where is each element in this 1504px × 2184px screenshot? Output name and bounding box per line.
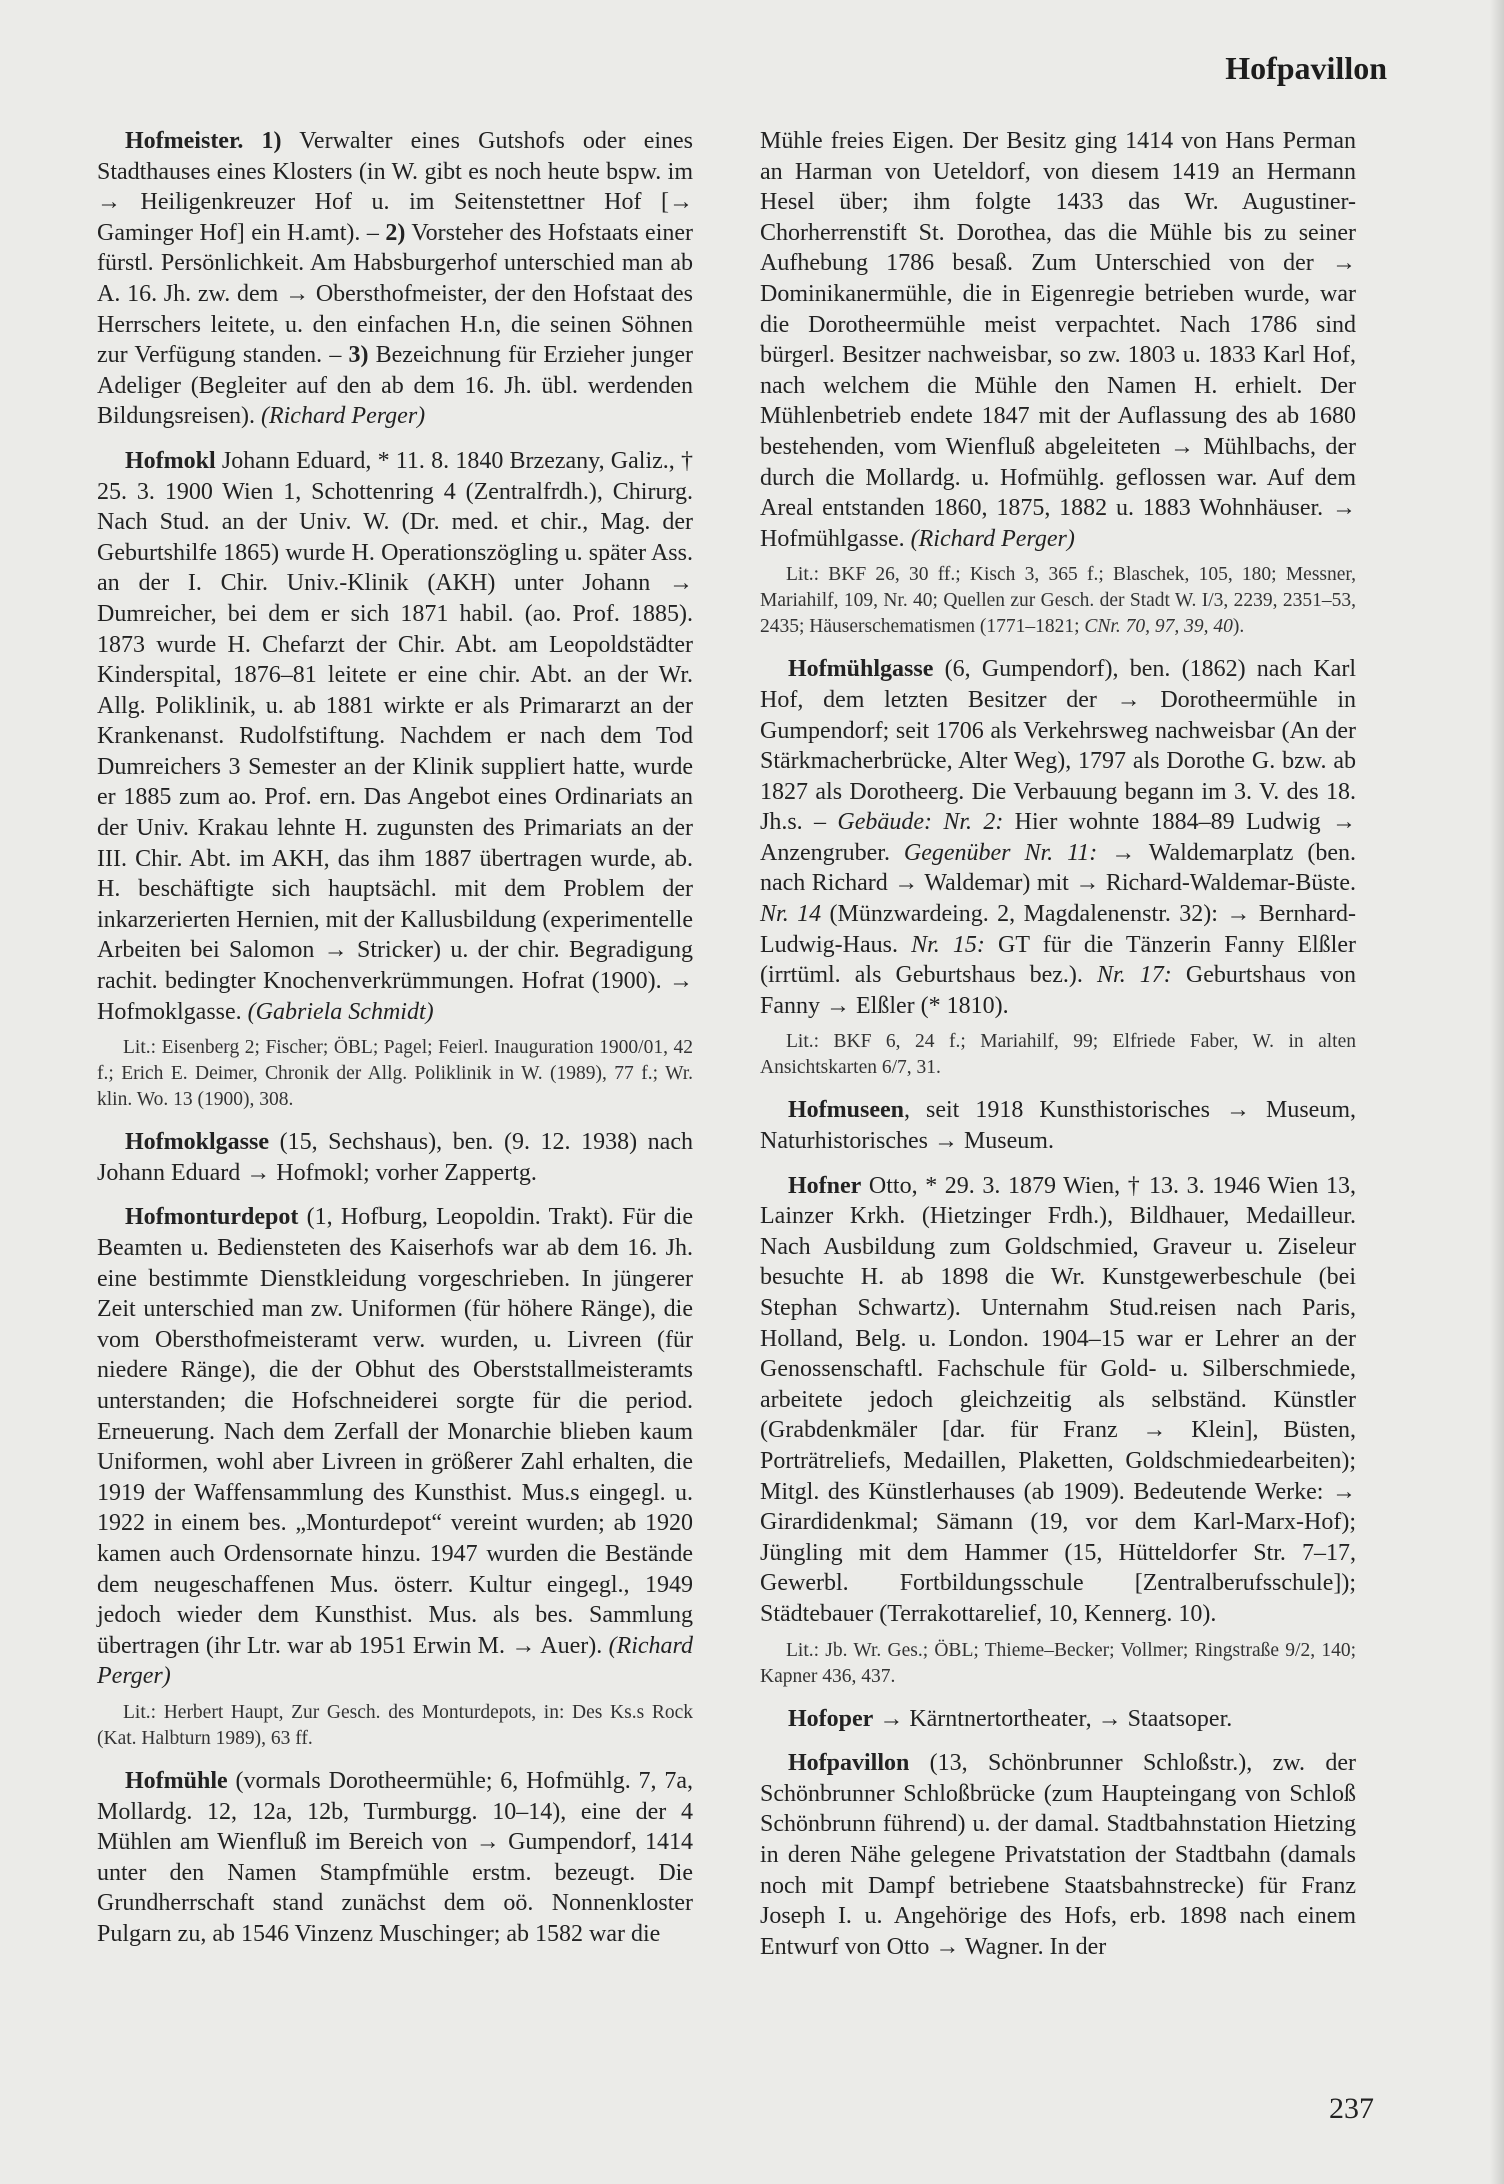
- headword: Hofmeister.: [125, 128, 244, 154]
- literature: Lit.: Herbert Haupt, Zur Gesch. des Monturdepots, in: Des Ks.s Rock (Kat. Halbturn 1989), 63 ff.: [97, 1701, 693, 1749]
- literature: Lit.: Jb. Wr. Ges.; ÖBL; Thieme–Becker; Vollmer; Ringstraße 9/2, 140; Kapner 436, 437.: [760, 1639, 1356, 1687]
- headword: Hofner: [788, 1172, 862, 1199]
- headword: Hofoper: [788, 1705, 874, 1732]
- literature: Lit.: Eisenberg 2; Fischer; ÖBL; Pagel; Feierl. Inauguration 1900/01, 42 f.; Erich E. Deimer, Chronik der Allg. Poliklinik in W. (1989), 77 f.; Wr. klin. Wo. 13 (1900), 308.: [97, 1037, 693, 1111]
- entry-text: → Kärntnertortheater, → Staatsoper.: [873, 1705, 1233, 1732]
- headword: Hofmühle: [125, 1767, 228, 1794]
- headword: Hofmuseen: [788, 1097, 904, 1124]
- headword: Hofpavillon: [788, 1750, 910, 1777]
- entry-hofmeister: [97, 126, 693, 432]
- literature: Lit.: BKF 6, 24 f.; Mariahilf, 99; Elfriede Faber, W. in alten Ansichtskarten 6/7, 31.: [760, 1031, 1356, 1079]
- page-edge-shadow: [1490, 0, 1504, 2184]
- entry-text: , seit 1918 Kunsthistorisches → Museum, Naturhistorisches → Museum.: [760, 1097, 1356, 1155]
- entry-text: Otto, * 29. 3. 1879 Wien, † 13. 3. 1946 Wien 13, Lainzer Krkh. (Hietzinger Frdh.), Bildhauer, Medailleur. Nach Ausbildung zum Goldschmied, Graveur u. Ziseleur besuchte H. ab 1898 die Wr. Kunstgewerbeschule (bei Stephan Schwartz). Unternahm Stud.reisen nach Paris, Holland, Belg. u. London. 1904–15 war er Lehrer an der Genossenschaftl. Fachschule für Gold- u. Silberschmiede, arbeitete jedoch gleichzeitig als selbständ. Künstler (Grabdenkmäler [dar. für Franz → Klein], Büsten, Porträtreliefs, Medaillen, Plaketten, Goldschmiedearbeiten); Mitgl. des Künstlerhauses (ab 1909). Bedeutende Werke: → Girardidenkmal; Sämann (19, vor dem Karl-Marx-Hof); Jüngling mit dem Hammer (15, Hütteldorfer Str. 7–17, Gewerbl. Fortbildungsschule [Zentralberufsschule]); Städtebauer (Terrakottarelief, 10, Kennerg. 10).: [760, 1172, 1356, 1627]
- entry-text: (13, Schönbrunner Schloßstr.), zw. der Schönbrunner Schloßbrücke (zum Haupteingang von Schloß Schönbrunn führend) u. der damal. Stadtbahnstation Hietzing in deren Nähe gelegene Privatstation der Stadtbahn (damals noch mit Dampf betriebene Staatsbahnstrecke) für Franz Joseph I. u. Angehörige des Hofs, erb. 1898 nach einem Entwurf von Otto → Wagner. In der: [760, 1750, 1356, 1960]
- entry-text: Verwalter eines Gutshofs oder eines Stadthauses eines Klosters (in W. gibt es noch heute bspw. im → Heiligenkreuzer Hof u. im Seitenstettner Hof [→ Gaminger Hof] ein H.amt). –: [97, 128, 693, 246]
- entry-text: Vorsteher des Hofstaats einer fürstl. Persönlichkeit. Am Habsburgerhof unterschied man ab A. 16. Jh. zw. dem → Obersthofmeister, der den Hofstaat des Herrschers leitete, u. den einfachen H.n, die seinen Söhnen zur Verfügung standen. –: [97, 219, 694, 369]
- entry-hofmonturdepot: [97, 1202, 693, 1692]
- sense-number: 1): [261, 128, 282, 154]
- literature: Lit.: BKF 26, 30 ff.; Kisch 3, 365 f.; Blaschek, 105, 180; Messner, Mariahilf, 109, Nr. 40; Quellen zur Gesch. der Stadt W. I/3, 2239, 2351–53, 2435; Häuserschematismen (1771–1821; CNr. 70, 97, 39, 40).: [760, 564, 1356, 638]
- entry-text: (vormals Dorotheermühle; 6, Hofmühlg. 7, 7a, Mollardg. 12, 12a, 12b, Turmburgg. 10–14), eine der 4 Mühlen am Wienfluß im Bereich von → Gumpendorf, 1414 unter den Namen Stampfmühle erstm. bezeugt. Die Grundherrschaft stand zunächst dem oö. Nonnenkloster Pulgarn zu, ab 1546 Vinzenz Muschinger; ab 1582 war die: [97, 1767, 693, 1947]
- entry-text: (1, Hofburg, Leopoldin. Trakt). Für die Beamten u. Bediensteten des Kaiserhofs war ab dem 16. Jh. eine bestimmte Dienstkleidung vorgeschrieben. In jüngerer Zeit unterschied man zw. Uniformen (für höhere Ränge), die vom Obersthofmeisteramt verw. wurden, u. Livreen (für niedere Ränge), die der Obhut des Oberststallmeisteramts unterstanden; die Hofschneiderei sorgte für die period. Erneuerung. Nach dem Zerfall der Monarchie blieben kaum Uniformen, wohl aber Livreen in größerer Zahl erhalten, die 1919 der Waffensammlung des Kunsthist. Mus.s eingegl. u. 1922 in einem bes. „Monturdepot“ vereint wurden; ab 1920 kamen auch Ordensornate hinzu. 1947 wurden die Bestände dem neugeschaffenen Mus. österr. Kultur eingegl., 1949 jedoch wieder dem Kunsthist. Mus. als bes. Sammlung übertragen (ihr Ltr. war ab 1951 Erwin M. → Auer).: [97, 1204, 693, 1659]
- left-column: [97, 126, 693, 1963]
- entry-hofmuehle: [97, 1766, 693, 1950]
- author: (Gabriela Schmidt): [247, 998, 434, 1025]
- entry-text: Mühle freies Eigen. Der Besitz ging 1414 von Hans Perman an Harman von Ueteldorf, von diesem 1419 an Hermann Hesel über; ihm folgte 1433 das Wr. Augustiner-Chorherrenstift St. Dorothea, das die Mühle bis zu seiner Aufhebung 1786 besaß. Zum Unterschied von der → Dominikanermühle, die in Eigenregie betrieben wurde, war die Dorotheermühle meist verpachtet. Nach 1786 sind bürgerl. Besitzer nachweisbar, so zw. 1803 u. 1833 Karl Hof, nach welchem die Mühle den Namen H. erhielt. Der Mühlenbetrieb endete 1847 mit der Auflassung des ab 1680 bestehenden, vom Wienfluß abgeleiteten → Mühlbachs, der durch die Mollardg. u. Hofmühlg. geflossen war. Auf dem Areal entstanden 1860, 1875, 1882 u. 1883 Wohnhäuser. → Hofmühlgasse.: [760, 128, 1356, 552]
- author: (Richard Perger): [97, 1632, 693, 1690]
- sense-number: 3): [348, 342, 369, 369]
- entry-text: Johann Eduard, * 11. 8. 1840 Brzezany, Galiz., † 25. 3. 1900 Wien 1, Schottenring 4 (Zentralfrdh.), Chirurg. Nach Stud. an der Univ. W. (Dr. med. et chir., Mag. der Geburtshilfe 1865) wurde H. Operationszögling u. später Ass. an der I. Chir. Univ.-Klinik (AKH) unter Johann → Dumreicher, bei dem er sich 1871 habil. (ao. Prof. 1885). 1873 wurde H. Chefarzt der Chir. Abt. am Leopoldstädter Kinderspital, 1876–81 leitete er eine chir. Abt. an der Wr. Allg. Poliklinik, u. ab 1881 wirkte er als Primararzt an der Krankenanst. Rudolfstiftung. Nachdem er nach dem Tod Dumreichers 3 Semester an der Klinik suppliert hatte, wurde er 1885 zum ao. Prof. ern. Das Angebot eines Ordinariats an der Univ. Krakau lehnte H. zugunsten des Primariats an der III. Chir. Abt. im AKH, das ihm 1887 übertragen wurde, ab. H. beschäftigte sich hauptsächl. mit dem Problem der inkarzerierten Hernien, mit der Kallusbildung (experimentelle Arbeiten bei Salomon → Stricker) u. der chir. Begradigung rachit. bedingter Knochenverkrümmungen. Hofrat (1900). → Hofmoklgasse.: [97, 447, 693, 1025]
- entry-text: Bezeichnung für Erzieher junger Adeliger (Begleiter auf den ab dem 16. Jh. übl. werdenden Bildungsreisen).: [97, 342, 693, 430]
- entry-hofmuehlgasse: Hofmühlgasse (6, Gumpendorf), ben. (1862) nach Karl Hof, dem letzten Besitzer der → Dorotheermühle in Gumpendorf; seit 1706 als Verkehrsweg nachweisbar (An der Stärkmacherbrücke, Alter Weg), 1797 als Dorothe G. bzw. ab 1827 als Dorotheerg. Die Verbauung begann im 3. V. des 18. Jh.s. – Gebäude: Nr. 2: Hier wohnte 1884–89 Ludwig → Anzengruber. Gegenüber Nr. 11: → Waldemarplatz (ben. nach Richard → Waldemar) mit → Richard-Waldemar-Büste. Nr. 14 (Münzwardeing. 2, Magdalenenstr. 32): → Bernhard-Ludwig-Haus. Nr. 15: GT für die Tänzerin Fanny Elßler (irrtüml. als Geburtshaus bez.). Nr. 17: Geburtshaus von Fanny → Elßler (* 1810).: [760, 656, 1357, 1019]
- entry-hofpavillon: [760, 1748, 1356, 1962]
- headword: Hofmonturdepot: [125, 1204, 299, 1231]
- headword: Hofmokl: [125, 447, 216, 474]
- entry-hofmoklgasse: [97, 1127, 693, 1188]
- headword: Hofmoklgasse: [125, 1129, 269, 1156]
- right-column: [760, 126, 1356, 1976]
- entry-hofner: [760, 1171, 1356, 1630]
- entry-hofmuseen: [760, 1095, 1356, 1156]
- page-number: 237: [1329, 2092, 1374, 2125]
- entry-hofmuehle-continued: [760, 126, 1356, 554]
- headword: Hofmühlgasse: [788, 656, 934, 683]
- entry-hofmokl: [97, 446, 693, 1027]
- author: (Richard Perger): [260, 403, 426, 430]
- entry-hofoper: [760, 1704, 1356, 1735]
- entry-text: (15, Sechshaus), ben. (9. 12. 1938) nach Johann Eduard → Hofmokl; vorher Zappertg.: [97, 1129, 693, 1186]
- author: (Richard Perger): [910, 525, 1075, 552]
- running-head: Hofpavillon: [1225, 50, 1387, 86]
- sense-number: 2): [385, 219, 406, 246]
